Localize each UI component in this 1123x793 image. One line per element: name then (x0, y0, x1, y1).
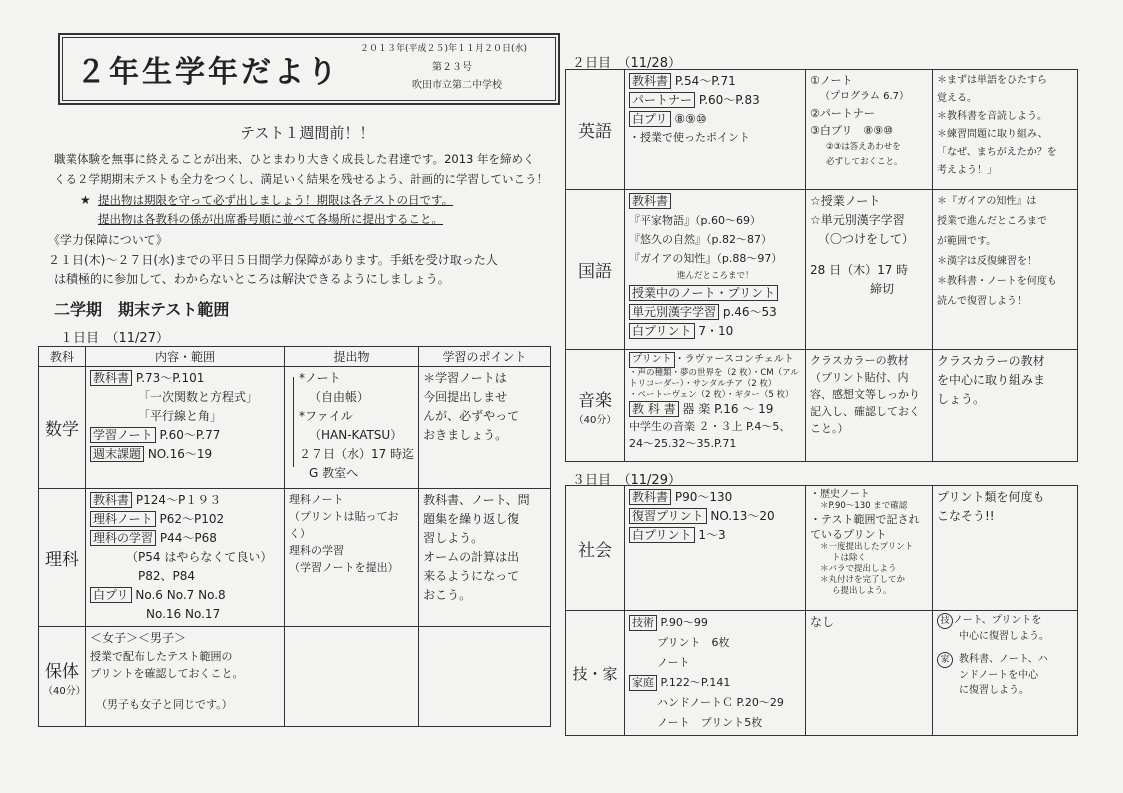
science-point: 教科書、ノート、問 題集を繰り返し復 習しよう。 オームの計算は出 来るようになって おこう。 (419, 489, 551, 627)
day1-label: １日目 （11/27） (60, 331, 169, 346)
japanese-content: 教科書 『平家物語』（p.60～69） 『悠久の自然』（p.82～87） 『ガイアの知性』（p.88～97） 進んだところまで！ 授業中のノート・プリント 単元別漢字学習 p.46～53 白プリント 7・10 (625, 190, 806, 350)
english-submit: ①ノート （プログラム 6.7） ②パートナー ③白プリ ⑧⑨⑩ ②③は答えあわせを 必ずしておくこと。 (806, 70, 933, 190)
day1-table (38, 346, 551, 727)
table-row (566, 486, 1078, 611)
table-row (39, 489, 551, 627)
japanese-point: ＊『ガイアの知性』は 授業で進んだところまで が範囲です。 ＊漢字は反復練習を！ ＊教科書・ノートを何度も 読んで復習しよう！ (933, 190, 1078, 350)
submission-note-2: 提出物は各教科の係が出席番号順に並べて各場所に提出すること。 (98, 212, 443, 226)
english-point: ＊まずは単語をひたすら 覚える。 ＊教科書を音読しよう。 ＊練習問題に取り組み、 「なぜ、まちがえたか？を 考えよう！」 (933, 70, 1078, 190)
col-point: 学習のポイント (419, 347, 551, 367)
table-row (39, 627, 551, 727)
tech-point: 技 ノート、プリントを 中心に復習しよう。 家 教科書、ノート、ハ ンドノートを中心 に復習しよう。 (933, 611, 1078, 736)
tech-submit: なし (806, 611, 933, 736)
header-box (58, 33, 560, 105)
section-title: 二学期 期末テスト範囲 (54, 300, 230, 319)
guarantee-title: 《学力保障について》 (48, 233, 168, 247)
col-subject: 教科 (39, 347, 86, 367)
day3-label: ３日目 （11/29） (572, 473, 681, 488)
pe-point (419, 627, 551, 727)
subject-science: 理科 (39, 489, 86, 627)
intro-paragraph-2: くる２学期期末テストも全力をつくし、満足いく結果を残せるよう、計画的に学習していこう！ (54, 172, 549, 186)
table-row (566, 611, 1078, 736)
math-content: 教科書 P.73～P.101 「一次関数と方程式」 「平行線と角」 学習ノート P.60～P.77 週末課題 NO.16～19 (86, 367, 285, 489)
math-submit: *ノート （自由帳） *ファイル （HAN-KATSU） ２７日（水）17 時迄 G 教室へ (285, 367, 419, 489)
col-submit: 提出物 (285, 347, 419, 367)
guarantee-text-2: は積極的に参加して、わからないところは解決できるようにしましょう。 (54, 272, 450, 286)
day2-label: ２日目 （11/28） (572, 56, 681, 71)
table-row (566, 190, 1078, 350)
col-content: 内容・範囲 (86, 347, 285, 367)
day2-table (565, 69, 1078, 462)
subject-english: 英語 (566, 70, 625, 190)
subject-social: 社会 (566, 486, 625, 611)
gi-circle-icon: 技 (937, 613, 953, 629)
subject-japanese: 国語 (566, 190, 625, 350)
social-content: 教科書 P90～130 復習プリント NO.13～20 白プリント 1～3 (625, 486, 806, 611)
table-row (39, 367, 551, 489)
science-content: 教科書 P124～P１９３ 理科ノート P62～P102 理科の学習 P44～P68 （P54 はやらなくて良い） P82、P84 白プリ No.6 No.7 No.8 No.16 No.17 (86, 489, 285, 627)
music-content: プリント ・ラヴァースコンチェルト ・声の種類・夢の世界を（2 枚）・CM（アル トリコーダー）・サンタルチア（2 枚） ・ベートーヴェン（2 枚）・ギター（5 枚） 教 科 書 器 楽 P.16 ～ 19 中学生の音楽 ２・３上 P.4～5、 24～25.32～35.P.71 (625, 350, 806, 462)
table-row (566, 70, 1078, 190)
subject-tech-home: 技・家 (566, 611, 625, 736)
tech-content: 技術 P.90～99 プリント 6枚 ノート 家庭 P.122～P.141 ハンドノートＣ P.20～29 ノート プリント5枚 (625, 611, 806, 736)
guarantee-text-1: ２１日(木)～２７日(水)までの平日５日間学力保障があります。手紙を受け取った人 (48, 253, 498, 267)
pe-content: ＜女子＞＜男子＞ 授業で配布したテスト範囲の プリントを確認しておくこと。 （男子も女子と同じです。） (86, 627, 285, 727)
issue-date: ２０１３年(平成２５)年１１月２０日(水) (360, 44, 528, 54)
bracket-line (293, 377, 294, 467)
day3-table (565, 485, 1078, 736)
school-name: 吹田市立第二中学校 (412, 80, 502, 91)
social-submit: ・歴史ノート ＊P.90～130 まで確認 ・テスト範囲で記され ているプリント ＊一度提出したプリント トは除く ＊バラで提出しよう ＊丸付けを完了してか ら提出しよう。 (806, 486, 933, 611)
english-content: 教科書 P.54～P.71 パートナー P.60～P.83 白プリ ⑧⑨⑩ ・授業で使ったポイント (625, 70, 806, 190)
science-submit: 理科ノート （プリントは貼っておく） 理科の学習 （学習ノートを提出） (285, 489, 419, 627)
subject-pe: 保体 （40分） (39, 627, 86, 727)
math-point: ＊学習ノートは 今回提出しませ んが、必ずやって おきましょう。 (419, 367, 551, 489)
table-row (566, 350, 1078, 462)
japanese-submit: ☆授業ノート ☆単元別漢字学習 （〇つけをして） 28 日（木）17 時 締切 (806, 190, 933, 350)
pe-submit (285, 627, 419, 727)
social-point: プリント類を何度も こなそう!! (933, 486, 1078, 611)
intro-paragraph-1: 職業体験を無事に終えることが出来、ひとまわり大きく成長した君達です。2013 年を締めく (54, 152, 535, 166)
intro-heading: テスト１週間前！！ (240, 124, 375, 142)
star-icon: ★ (80, 193, 91, 207)
submission-note-1: 提出物は期限を守って必ず出しましょう！期限は各テストの日です。 (98, 193, 454, 207)
subject-music: 音楽 （40分） (566, 350, 625, 462)
subject-math: 数学 (39, 367, 86, 489)
newsletter-title: ２年生学年だより (76, 55, 340, 90)
music-point: クラスカラーの教材 を中心に取り組みま しょう。 (933, 350, 1078, 462)
music-submit: クラスカラーの教材 （プリント貼付、内 容、感想文等しっかり 記入し、確認しておく こと。） (806, 350, 933, 462)
ka-circle-icon: 家 (937, 652, 953, 668)
issue-number: 第２３号 (432, 62, 472, 73)
